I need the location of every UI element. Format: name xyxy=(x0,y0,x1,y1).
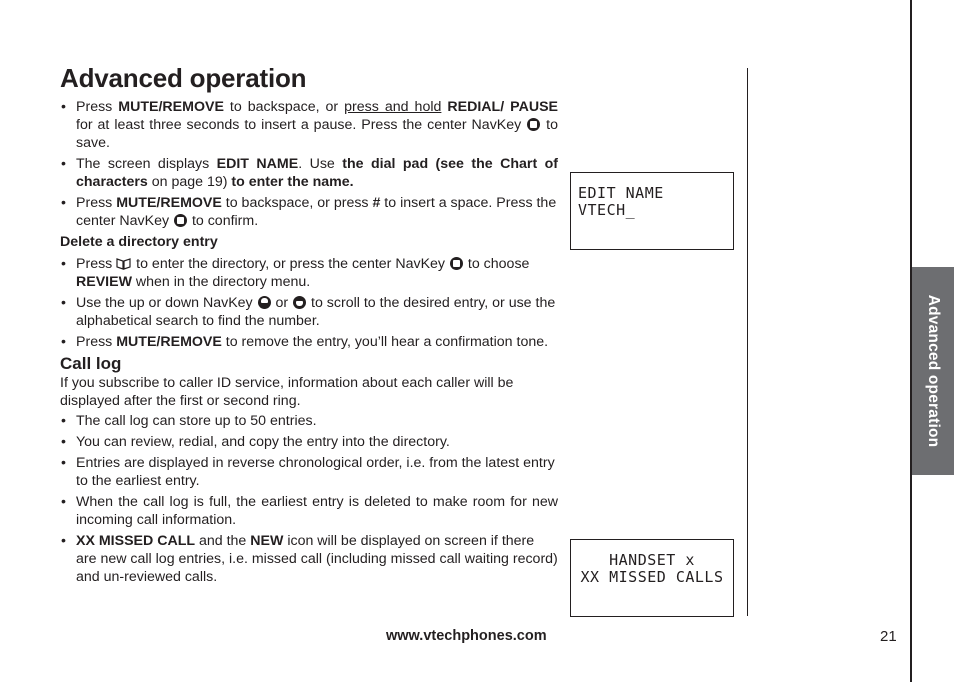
directory-book-icon xyxy=(116,257,132,270)
screen-line: HANDSET x xyxy=(609,551,695,569)
list-item: • Entries are displayed in reverse chronological order, i.e. from the latest entry to the earliest entry. xyxy=(60,454,558,490)
screen-line: EDIT NAME xyxy=(578,184,664,202)
list-item: • When the call log is full, the earliest entry is deleted to make room for new incoming call information. xyxy=(60,493,558,529)
side-tab xyxy=(912,267,954,475)
list-item: • XX MISSED CALL and the NEW icon will be displayed on screen if there are new call log entries, i.e. missed call (including missed call waiting record) and un-reviewed calls. xyxy=(60,532,558,586)
list-item: • Press to enter the directory, or press the center NavKey to choose REVIEW when in the directory menu. xyxy=(60,255,558,291)
list-item: • Press MUTE/REMOVE to backspace, or press and hold REDIAL/ PAUSE for at least three seconds to insert a pause. Press the center NavKey to save. xyxy=(60,98,558,152)
screen-line: VTECH_ xyxy=(578,201,636,219)
screen-missed-calls xyxy=(570,539,734,617)
navkey-center-icon xyxy=(450,257,463,270)
main-column xyxy=(60,98,558,589)
page-number: 21 xyxy=(880,628,897,645)
list-item: • Press MUTE/REMOVE to remove the entry, you’ll hear a confirmation tone. xyxy=(60,333,558,351)
list-item: • You can review, redial, and copy the entry into the directory. xyxy=(60,433,558,451)
screen-edit-name xyxy=(570,172,734,250)
navkey-center-icon xyxy=(527,118,540,131)
list-item: • Use the up or down NavKey or to scroll to the desired entry, or use the alphabetical search to find the number. xyxy=(60,294,558,330)
navkey-down-icon xyxy=(293,296,306,309)
column-divider xyxy=(747,68,748,616)
section-subheading: Delete a directory entry xyxy=(60,234,218,250)
screen-line: XX MISSED CALLS xyxy=(580,568,724,586)
intro-paragraph: If you subscribe to caller ID service, information about each caller will be displayed after the first or second ring. xyxy=(60,375,514,409)
page-title: Advanced operation xyxy=(60,63,307,93)
list-item: • The call log can store up to 50 entries. xyxy=(60,412,558,430)
navkey-center-icon xyxy=(174,214,187,227)
footer-url: www.vtechphones.com xyxy=(386,628,547,644)
section-heading: Call log xyxy=(60,354,122,373)
list-item: • Press MUTE/REMOVE to backspace, or press # to insert a space. Press the center NavKey to confirm. xyxy=(60,194,558,230)
navkey-up-icon xyxy=(258,296,271,309)
list-item: • The screen displays EDIT NAME. Use the dial pad (see the Chart of characters on page 19) to enter the name. xyxy=(60,155,558,191)
side-tab-label: Advanced operation xyxy=(925,294,942,448)
